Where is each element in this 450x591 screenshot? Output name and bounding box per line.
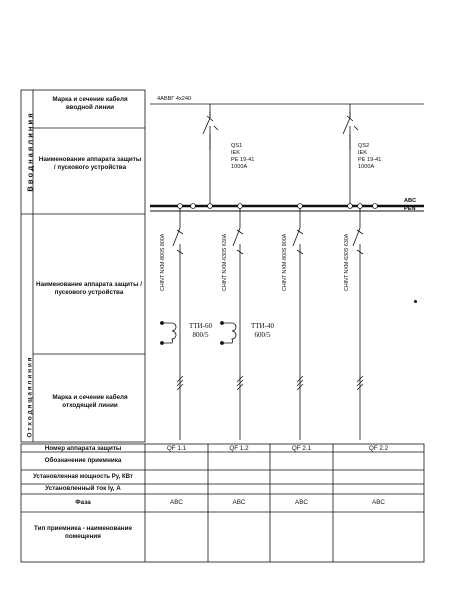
label-output-cable: Марка и сечение кабеля отходящей линии xyxy=(52,394,128,409)
breaker-symbol-4 xyxy=(353,228,363,254)
bus-label-pen: PEN xyxy=(404,206,416,212)
breaker-label-2: CHINT NXM-630S 630A xyxy=(222,233,228,291)
table-cell-phase-1: ABC xyxy=(170,499,183,506)
breaker-symbol-2 xyxy=(233,228,243,254)
qs1-maker: IEK xyxy=(231,150,241,156)
table-col-1: QF 1.1 xyxy=(166,445,187,452)
table-header-label: Номер аппарата защиты xyxy=(44,445,122,452)
label-input-device: Наименование аппарата защиты / пускового устройства xyxy=(38,156,142,171)
qs2-model: PE 19-41 xyxy=(358,157,382,163)
breaker-label-1: CHINT NXM-800S 800A xyxy=(160,233,166,291)
current-transformer-1 xyxy=(161,322,177,345)
table-row-label-type: Тип приемника - наименование помещения xyxy=(33,525,132,540)
label-output-device: Наименование аппарата защиты / пускового устройства xyxy=(36,281,142,296)
incoming-line-title: В в о д н а я л и н и я xyxy=(25,113,35,192)
ct2-name: ТТИ-40 xyxy=(251,322,274,330)
ct1-ratio: 800/5 xyxy=(192,331,209,339)
qs1-label xyxy=(231,143,254,171)
ct1-label xyxy=(189,322,212,340)
table-row-label-power: Установленная мощность Рy, КВт xyxy=(33,474,133,480)
breaker-symbol-3 xyxy=(293,228,303,254)
outgoing-line-title: О т х о д я щ а я л и н и я xyxy=(26,357,34,438)
left-frame xyxy=(21,90,145,442)
qs2-label xyxy=(358,143,381,171)
table-col-4: QF 2.2 xyxy=(368,445,389,452)
ct2-ratio: 600/5 xyxy=(254,331,271,339)
stray-dot xyxy=(414,300,417,303)
breaker-symbol-1 xyxy=(173,228,183,254)
breaker-label-3: CHINT NXM-800S 800A xyxy=(282,233,288,291)
table-cell-phase-3: ABC xyxy=(295,499,308,506)
qs1-name: QS1 xyxy=(231,143,243,149)
qs2-name: QS2 xyxy=(358,143,370,149)
bus-label-abc: ABC xyxy=(404,198,417,204)
table-col-3: QF 2.1 xyxy=(291,445,312,452)
qs2-switch-symbol xyxy=(343,112,358,150)
qs2-maker: IEK xyxy=(358,150,368,156)
input-cable-label: 4АВВГ 4х240 xyxy=(157,96,192,102)
label-input-cable: Марка и сечение кабеля вводной линии xyxy=(52,96,128,111)
ct1-name: ТТИ-60 xyxy=(189,322,212,330)
qs1-rating: 1000A xyxy=(231,164,248,170)
table-cell-phase-2: ABC xyxy=(232,499,246,506)
table-row-label-phase: Фаза xyxy=(75,499,91,506)
qs2-rating: 1000A xyxy=(358,164,375,170)
table-col-2: QF 1.2 xyxy=(229,445,249,452)
qs1-model: PE 19-41 xyxy=(231,157,255,163)
current-transformer-2 xyxy=(221,322,237,345)
ct2-label xyxy=(251,322,274,340)
breaker-label-4: CHINT NXM-630S 630A xyxy=(344,233,350,291)
table-row-label-receiver: Обозначение приемника xyxy=(44,457,122,464)
qs1-switch-symbol xyxy=(203,112,218,150)
table-cell-phase-4: ABC xyxy=(372,499,385,506)
table-row-label-current: Установленный ток Iy, А xyxy=(45,485,121,492)
cable-ticks xyxy=(177,376,363,390)
